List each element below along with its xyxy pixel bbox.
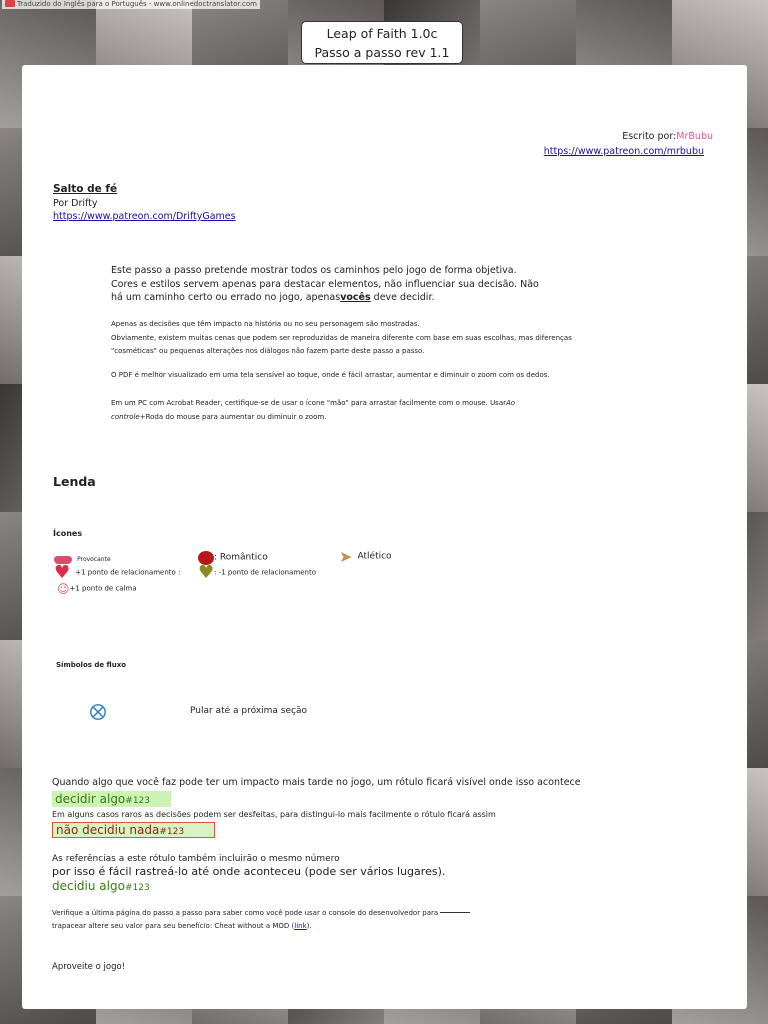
intro-paragraph-3: O PDF é melhor visualizado em uma tela sensível ao toque, onde é fácil arrastar, aumentar e diminuir o zoom com os dedos.: [111, 371, 550, 379]
author-line: [622, 131, 713, 142]
cheat-link[interactable]: link: [294, 922, 307, 930]
translator-banner[interactable]: [2, 0, 260, 9]
intro-p2-line3: "cosméticas" ou pequenas alterações nos diálogos não fazem parte deste passo a passo.: [111, 347, 425, 355]
intro-line2: Cores e estilos servem apenas para destacar elementos, não influenciar sua decisão. Não: [111, 278, 539, 290]
intro-emphasis: vocês: [340, 292, 371, 303]
title-box: [301, 21, 463, 64]
skip-label: Pular até a próxima seção: [190, 706, 307, 716]
intro-p2-line1: Apenas as decisões que têm impacto na história ou no seu personagem são mostradas.: [111, 320, 420, 328]
intro-line1: Este passo a passo pretende mostrar todos os caminhos pelo jogo de forma objetiva.: [111, 265, 517, 276]
intro-p2-line2: Obviamente, existem muitas cenas que podem ser reproduzidas de maneira diferente com base em suas escolhas, mas diferenças: [111, 333, 572, 342]
legend-heading: Lenda: [53, 474, 96, 489]
game-author: Por Drifty: [53, 198, 98, 209]
label-example-decided: decidiu algo#123: [52, 879, 150, 893]
footer-line-1: Verifique a última página do passo a passo para saber como você pode usar o console do desenvolvedor para: [52, 909, 470, 917]
heart-icon: ♥: [54, 561, 71, 583]
icons-heading: Ícones: [53, 529, 83, 538]
flow-symbols-heading: Símbolos de fluxo: [56, 661, 127, 669]
skip-section-icon: [89, 703, 107, 721]
game-link[interactable]: https://www.patreon.com/DriftyGames: [53, 211, 236, 222]
labels-paragraph-3: As referências a este rótulo também incluirão o mesmo número: [52, 854, 340, 864]
enjoy-line: Aproveite o jogo!: [52, 962, 126, 972]
flexed-arm-icon: ➤: [339, 546, 353, 566]
author-name: MrBubu: [676, 131, 713, 142]
intro-paragraph-4: Em um PC com Acrobat Reader, certifique-se de usar o ícone "mão" para arrastar facilmente com o mouse. UsarAo controle+Roda do mouse para aumentar ou diminuir o zoom.: [111, 399, 516, 421]
title-line1: Leap of Faith 1.0c: [326, 26, 438, 41]
translator-logo-icon: [5, 0, 15, 7]
intro-paragraph: [111, 264, 539, 305]
legend-romantico: : Romântico: [198, 547, 268, 566]
label-example-undo: não decidiu nada#123: [52, 822, 215, 838]
calm-person-icon: ☺: [57, 581, 70, 596]
intro-paragraph-2: [111, 318, 572, 359]
legend-minus-relationship: ♥: -1 ponto de relacionamento: [198, 561, 316, 583]
skip-symbol: [89, 703, 107, 725]
labels-paragraph-1: Quando algo que você faz pode ter um impacto mais tarde no jogo, um rótulo ficará visível onde isso acontece: [52, 777, 581, 788]
label-example-decide: decidir algo#123: [52, 791, 171, 807]
footer-line-2: trapacear altere seu valor para seu benefício: Cheat without a MOD (link).: [52, 922, 312, 930]
author-link[interactable]: https://www.patreon.com/mrbubu: [543, 146, 704, 157]
author-prefix: Escrito por:: [622, 131, 677, 142]
game-title: Salto de fé: [53, 183, 118, 195]
document-page: [22, 65, 747, 1009]
intro-line3: há um caminho certo ou errado no jogo, apenasvocês deve decidir.: [111, 292, 435, 303]
legend-atletico: ➤ Atlético: [339, 546, 392, 566]
legend-plus-relationship: ♥ +1 ponto de relacionamento :: [54, 561, 181, 583]
legend-provocante: Provocante: [54, 549, 111, 568]
broken-heart-icon: ♥: [198, 561, 215, 583]
labels-paragraph-4: por isso é fácil rastreá-lo até onde aconteceu (pode ser vários lugares).: [52, 865, 446, 878]
legend-calm: ☺+1 ponto de calma: [57, 581, 137, 596]
labels-paragraph-2: Em alguns casos raros as decisões podem ser desfeitas, para distingui-lo mais facilmente o rótulo ficará assim: [52, 810, 496, 819]
title-line2: Passo a passo rev 1.1: [314, 45, 450, 60]
translator-banner-text: Traduzido do Inglês para o Português - www.onlinedoctranslator.com: [17, 0, 257, 8]
